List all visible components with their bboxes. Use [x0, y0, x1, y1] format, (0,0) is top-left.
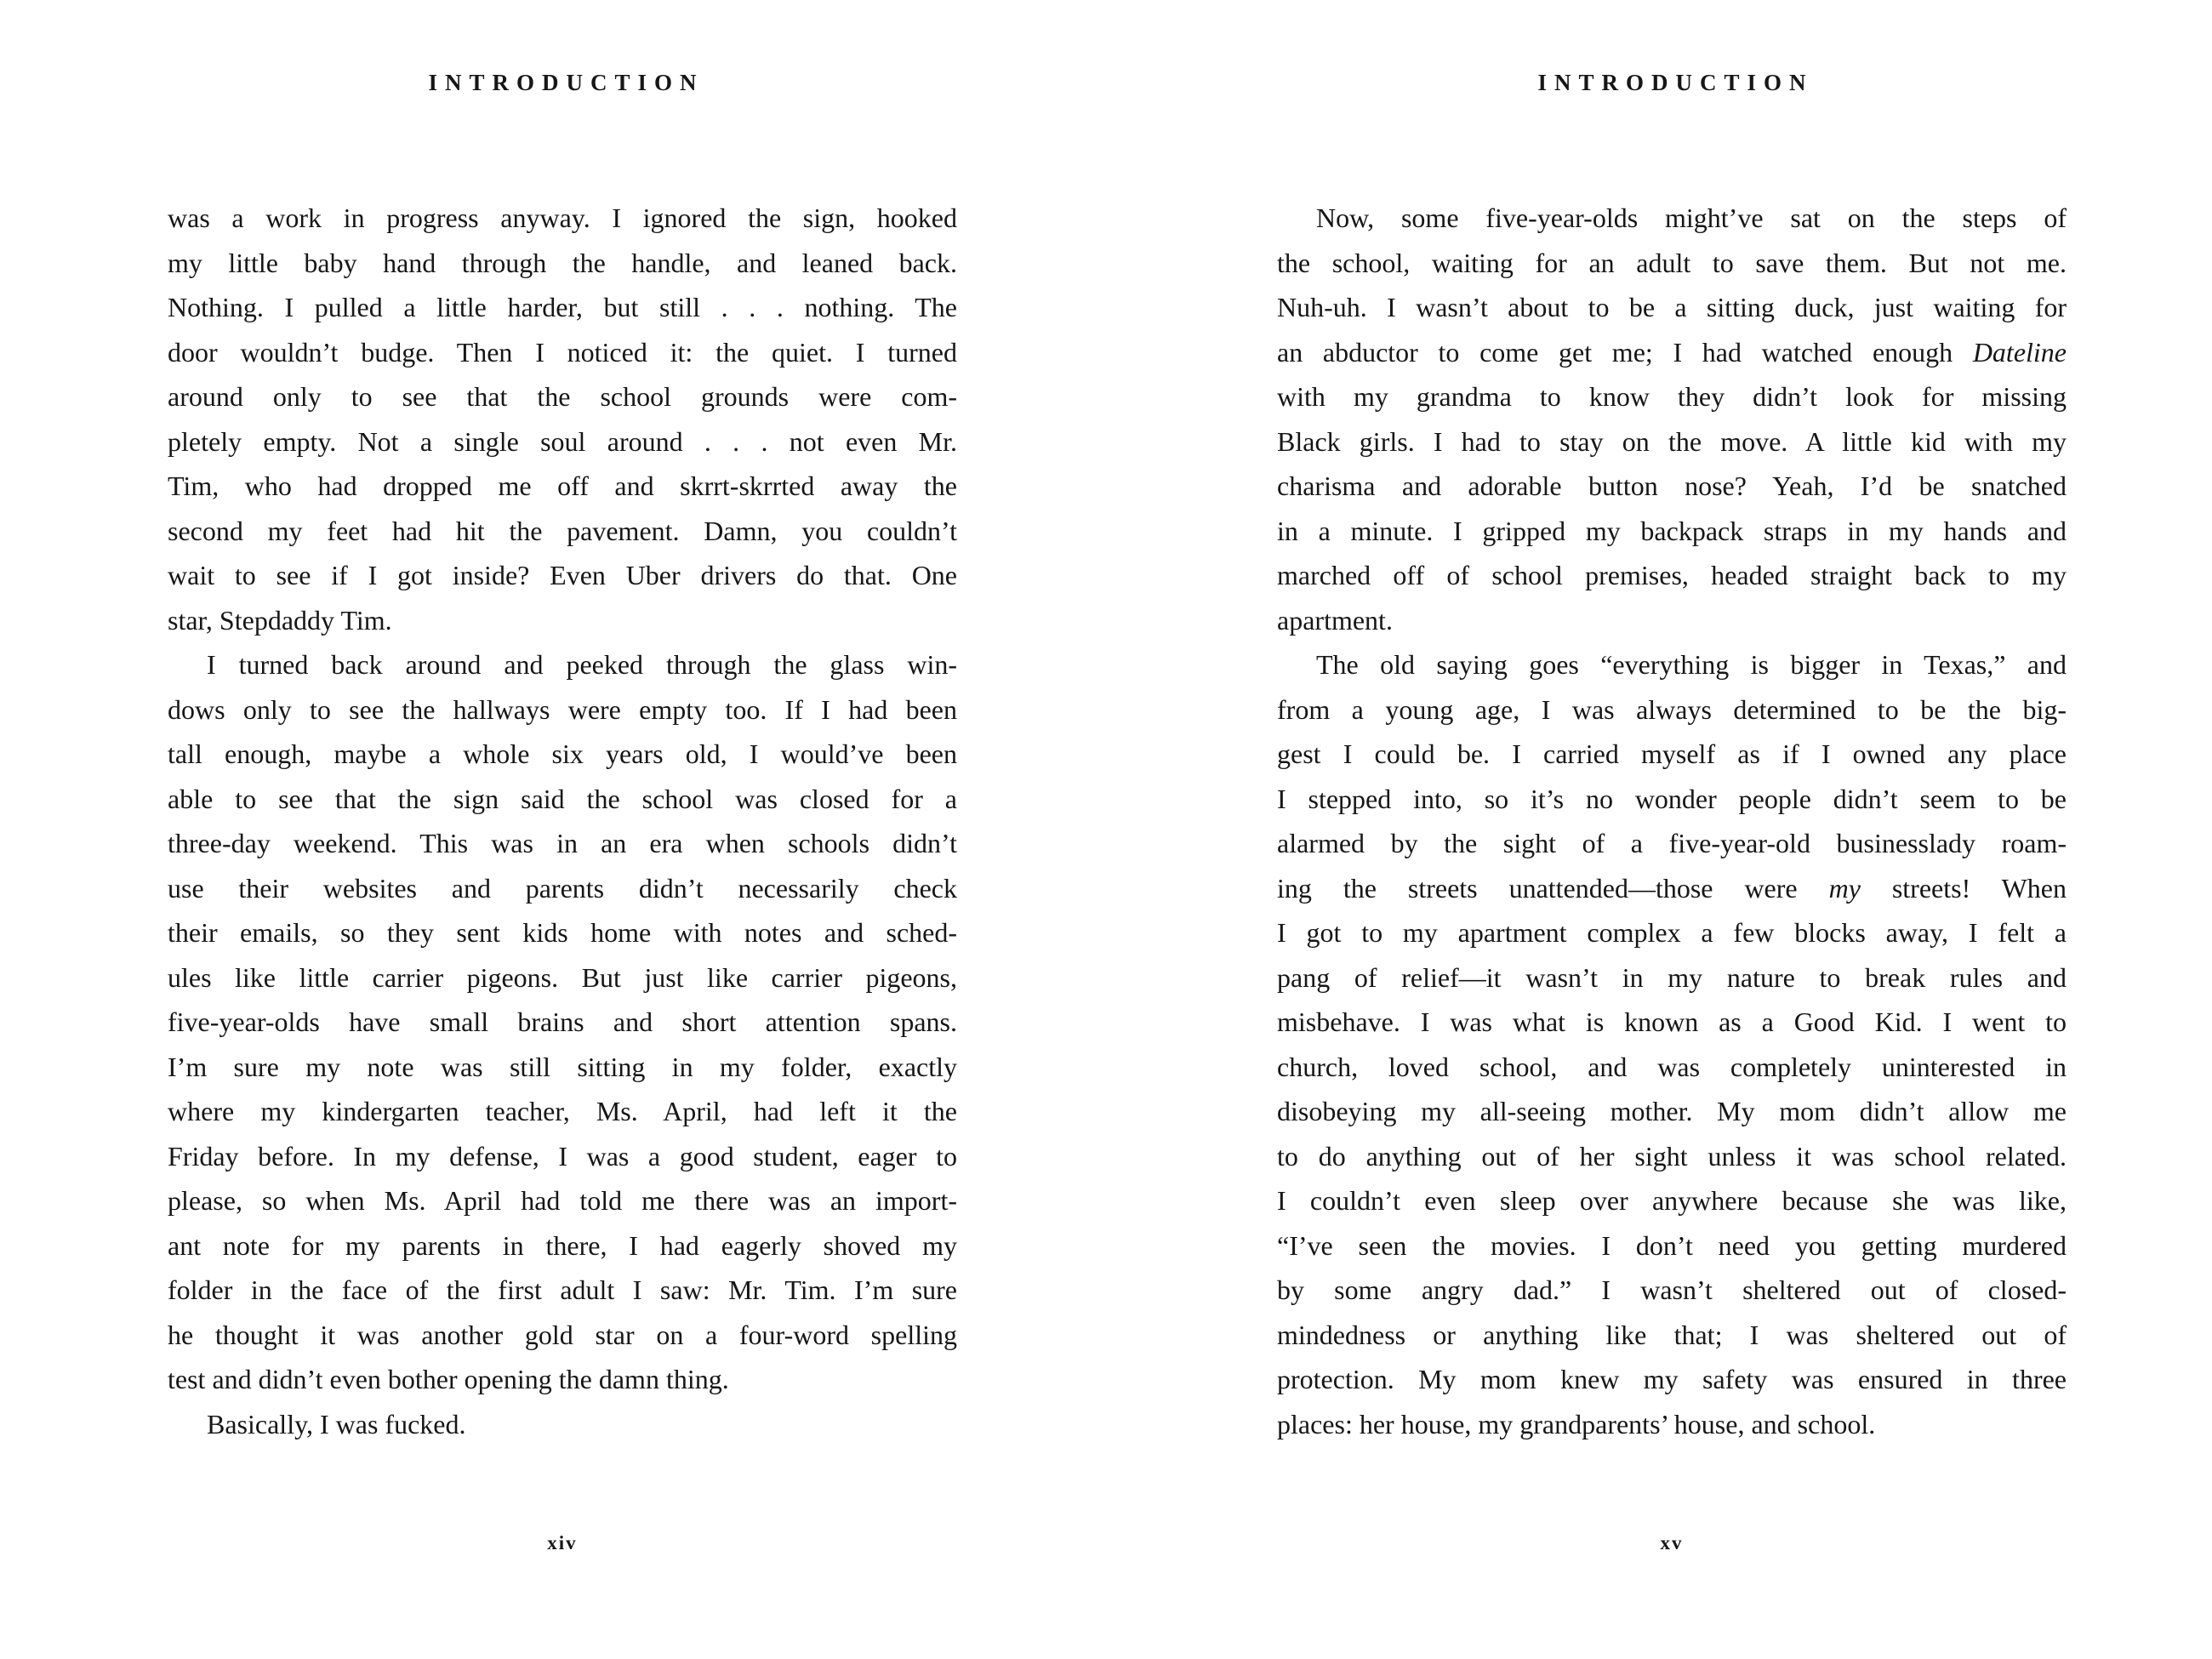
body-text-line: places: her house, my grandparents’ house, and school.	[1277, 1408, 1876, 1440]
body-text-line: I couldn’t even sleep over anywhere because she was like,	[1277, 1185, 2067, 1216]
body-text-line: church, loved school, and was completely uninterested in	[1277, 1051, 2067, 1082]
body-text-line: alarmed by the sight of a five-year-old businesslady roam-	[1277, 828, 2067, 858]
body-text-line: “I’ve seen the movies. I don’t need you getting murdered	[1277, 1229, 2067, 1261]
body-text-line: wait to see if I got inside? Even Uber drivers do that. One	[168, 560, 957, 590]
body-text-line: The old saying goes “everything is bigger in Texas,” and	[1316, 649, 2067, 680]
body-text-line: pang of relief—it wasn’t in my nature to break rules and	[1277, 961, 2067, 993]
body-text-line: where my kindergarten teacher, Ms. April, had left it the	[168, 1096, 957, 1126]
body-text-line: around only to see that the school grounds were com-	[168, 381, 957, 412]
body-text-line: was a work in progress anyway. I ignored the sign, hooked	[168, 202, 957, 233]
page-number-right: xv	[1660, 1532, 1684, 1554]
page-right-inner	[1277, 0, 2067, 1659]
body-text-line: he thought it was another gold star on a four-word spelling	[168, 1319, 957, 1350]
body-text-line: marched off of school premises, headed straight back to my	[1277, 560, 2067, 590]
page-right	[1106, 0, 2212, 1659]
body-text-line: protection. My mom knew my safety was ensured in three	[1277, 1364, 2067, 1394]
body-text-line: tall enough, maybe a whole six years old, I would’ve been	[168, 738, 957, 769]
body-text-line: ing the streets unattended—those were my streets! When	[1277, 872, 2067, 904]
body-text-line: Tim, who had dropped me off and skrrt-skrrted away the	[168, 470, 957, 501]
body-text-line: Now, some five-year-olds might’ve sat on the steps of	[1316, 202, 2067, 233]
body-text-line: charisma and adorable button nose? Yeah, I’d be snatched	[1277, 470, 2067, 501]
body-text-line: the school, waiting for an adult to save them. But not me.	[1277, 247, 2067, 278]
body-text-right	[1277, 196, 2067, 1446]
body-text-line: I stepped into, so it’s no wonder people didn’t seem to be	[1277, 783, 2067, 814]
body-text-line: use their websites and parents didn’t necessarily check	[168, 872, 957, 904]
body-text-line: disobeying my all-seeing mother. My mom didn’t allow me	[1277, 1096, 2067, 1126]
body-text-line: five-year-olds have small brains and short attention spans.	[168, 1006, 957, 1037]
body-text-line: my little baby hand through the handle, and leaned back.	[168, 247, 957, 278]
body-text-line: able to see that the sign said the school was closed for a	[168, 783, 957, 814]
body-text-line: gest I could be. I carried myself as if I owned any place	[1277, 738, 2067, 769]
page-left-inner	[168, 0, 957, 1659]
body-text-line: test and didn’t even bother opening the damn thing.	[168, 1364, 729, 1394]
body-text-line: three-day weekend. This was in an era when schools didn’t	[168, 828, 957, 858]
body-text-line: ant note for my parents in there, I had eagerly shoved my	[168, 1229, 957, 1261]
body-text-line: from a young age, I was always determined to be the big-	[1277, 693, 2067, 725]
body-text-line: an abductor to come get me; I had watched enough Dateline	[1277, 336, 2067, 368]
body-text-line: Friday before. In my defense, I was a good student, eager to	[168, 1140, 957, 1172]
body-text-line: to do anything out of her sight unless it was school related.	[1277, 1140, 2067, 1172]
running-head-right: INTRODUCTION	[1537, 70, 1814, 95]
running-head-left: INTRODUCTION	[428, 70, 704, 95]
body-text-line: Nothing. I pulled a little harder, but still . . . nothing. The	[168, 292, 957, 322]
body-text-line: I turned back around and peeked through the glass win-	[207, 649, 957, 680]
body-text-line: dows only to see the hallways were empty too. If I had been	[168, 693, 957, 725]
body-text-line: Nuh-uh. I wasn’t about to be a sitting duck, just waiting for	[1277, 292, 2067, 322]
body-text-line: misbehave. I was what is known as a Good Kid. I went to	[1277, 1006, 2067, 1037]
body-text-line: second my feet had hit the pavement. Damn, you couldn’t	[168, 515, 957, 546]
body-text-line: I got to my apartment complex a few blocks away, I felt a	[1277, 917, 2067, 948]
body-text-line: I’m sure my note was still sitting in my folder, exactly	[168, 1051, 957, 1082]
body-text-line: please, so when Ms. April had told me there was an import-	[168, 1185, 957, 1216]
body-text-left	[168, 196, 957, 1446]
body-text-line: Basically, I was fucked.	[207, 1408, 466, 1440]
body-text-line: pletely empty. Not a single soul around . . . not even Mr.	[168, 425, 957, 457]
body-text-line: by some angry dad.” I wasn’t sheltered out of closed-	[1277, 1274, 2067, 1305]
body-text-line: Black girls. I had to stay on the move. A little kid with my	[1277, 425, 2067, 457]
body-text-line: ules like little carrier pigeons. But just like carrier pigeons,	[168, 961, 957, 993]
page-number-left: xiv	[547, 1532, 578, 1554]
body-text-line: with my grandma to know they didn’t look for missing	[1277, 381, 2067, 412]
body-text-line: their emails, so they sent kids home with notes and sched-	[168, 917, 957, 948]
body-text-line: mindedness or anything like that; I was sheltered out of	[1277, 1319, 2067, 1350]
body-text-line: door wouldn’t budge. Then I noticed it: the quiet. I turned	[168, 336, 957, 368]
body-text-line: apartment.	[1277, 604, 1393, 636]
body-text-line: folder in the face of the first adult I saw: Mr. Tim. I’m sure	[168, 1274, 957, 1305]
body-text-line: in a minute. I gripped my backpack straps in my hands and	[1277, 515, 2067, 546]
body-text-line: star, Stepdaddy Tim.	[168, 604, 392, 636]
